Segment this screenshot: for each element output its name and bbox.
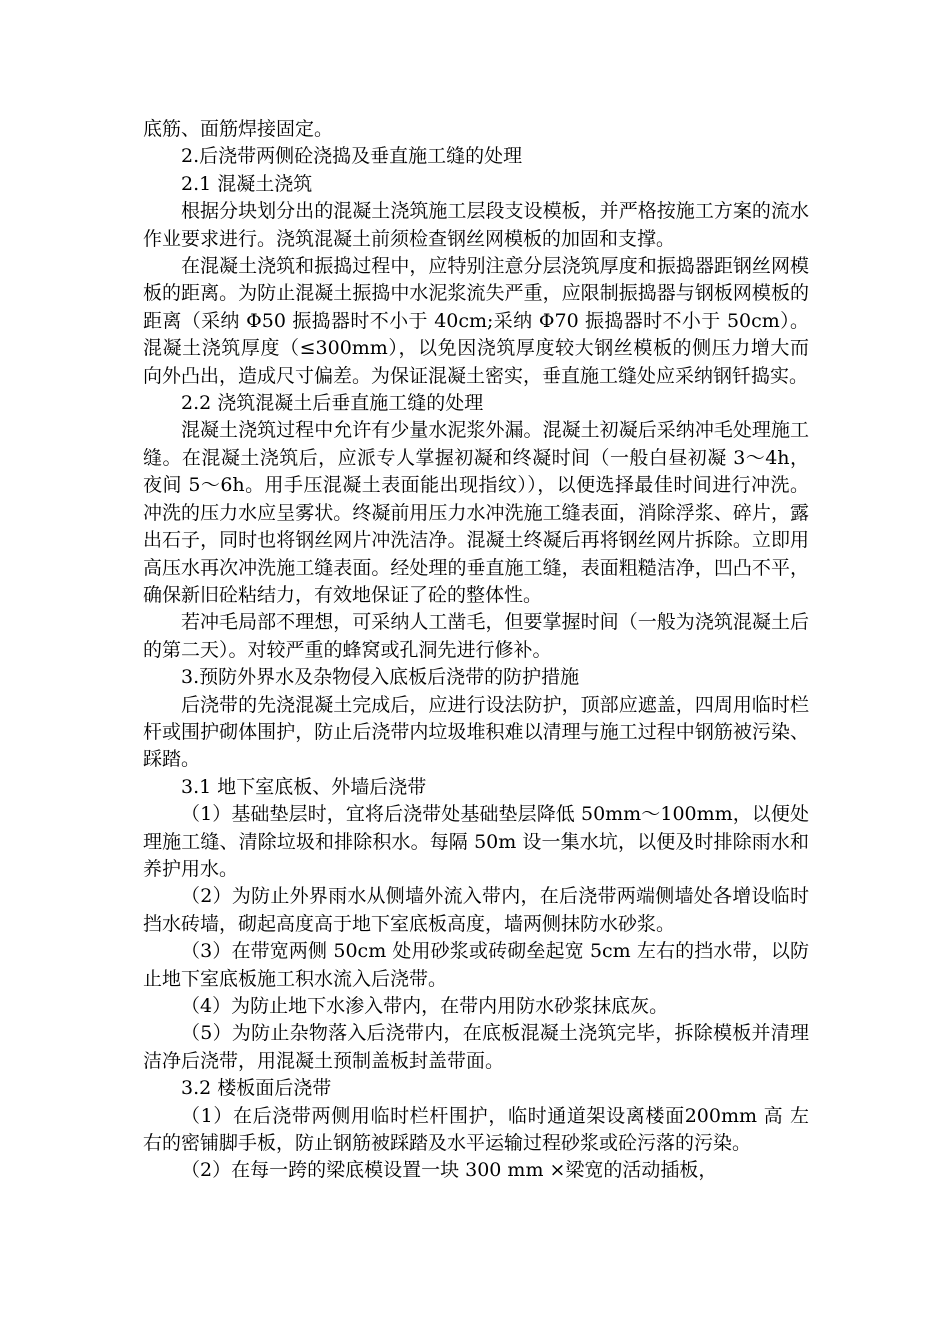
paragraph: 根据分块划分出的混凝土浇筑施工层段支设模板，并严格按施工方案的流水作业要求进行。浇筑混凝土前须检查钢丝网模板的加固和支撑。 bbox=[143, 200, 809, 250]
list-item: （1）基础垫层时，宜将后浇带处基础垫层降低 50mm～100mm，以便处理施工缝、清除垃圾和排除积水。每隔 50m 设一集水坑，以便及时排除雨水和养护用水。 bbox=[143, 803, 809, 880]
paragraph-continuation: 底筋、面筋焊接固定。 bbox=[143, 118, 334, 140]
paragraph: 若冲毛局部不理想，可采纳人工凿毛，但要掌握时间（一般为浇筑混凝土后的第二天）。对较严重的蜂窝或孔洞先进行修补。 bbox=[143, 611, 809, 661]
list-item: （4）为防止地下水渗入带内，在带内用防水砂浆抹底灰。 bbox=[181, 995, 669, 1017]
section-heading-3: 3.预防外界水及杂物侵入底板后浇带的防护措施 bbox=[181, 666, 580, 689]
subsection-heading-3-1: 3.1 地下室底板、外墙后浇带 bbox=[181, 775, 427, 798]
list-item: （2）为防止外界雨水从侧墙外流入带内，在后浇带两端侧墙处各增设临时挡水砖墙，砌起高度高于地下室底板高度，墙两侧抹防水砂浆。 bbox=[143, 885, 809, 935]
list-item: （2）在每一跨的梁底模设置一块 300 mm ×梁宽的活动插板， bbox=[181, 1159, 718, 1182]
list-item: （3）在带宽两侧 50cm 处用砂浆或砖砌垒起宽 5cm 左右的挡水带，以防止地下室底板施工积水流入后浇带。 bbox=[143, 940, 809, 990]
subsection-heading-2-1: 2.1 混凝土浇筑 bbox=[181, 172, 313, 195]
document-page bbox=[143, 116, 809, 1185]
paragraph: 混凝土浇筑过程中允许有少量水泥浆外漏。混凝土初凝后采纳冲毛处理施工缝。在混凝土浇筑后，应派专人掌握初凝和终凝时间（一般白昼初凝 3～4h，夜间 5～6h。用手压混凝土表面能出现指纹）），以便选择最佳时间进行冲洗。冲洗的压力水应呈雾状。终凝前用压力水冲洗施工缝表面，消除浮浆、碎片，露出石子，同时也将钢丝网片冲洗洁净。混凝土终凝后再将钢丝网片拆除。立即用高压水再次冲洗施工缝表面。经处理的垂直施工缝，表面粗糙洁净，凹凸不平，确保新旧砼粘结力，有效地保证了砼的整体性。 bbox=[143, 419, 809, 606]
paragraph: 后浇带的先浇混凝土完成后，应进行设法防护，顶部应遮盖，四周用临时栏杆或围护砌体围护，防止后浇带内垃圾堆积难以清理与施工过程中钢筋被污染、踩踏。 bbox=[143, 693, 809, 771]
list-item: （1）在后浇带两侧用临时栏杆围护，临时通道架设离楼面200mm 高 左右的密铺脚手板，防止钢筋被踩踏及水平运输过程砂浆或砼污落的污染。 bbox=[143, 1104, 809, 1155]
subsection-heading-3-2: 3.2 楼板面后浇带 bbox=[181, 1077, 332, 1100]
section-heading-2: 2.后浇带两侧砼浇捣及垂直施工缝的处理 bbox=[181, 145, 523, 168]
paragraph: 在混凝土浇筑和振捣过程中，应特别注意分层浇筑厚度和振捣器距钢丝网模板的距离。为防止混凝土振捣中水泥浆流失严重，应限制振捣器与钢板网模板的距离（采纳 Φ50 振捣器时不小于 40cm;采纳 Φ70 振捣器时不小于 50cm）。混凝土浇筑厚度（≤300mm），以免因浇筑厚度较大钢丝模板的侧压力增大而向外凸出，造成尺寸偏差。为保证混凝土密实，垂直施工缝处应采纳钢钎捣实。 bbox=[143, 255, 809, 387]
list-item: （5）为防止杂物落入后浇带内，在底板混凝土浇筑完毕，拆除模板并清理洁净后浇带，用混凝土预制盖板封盖带面。 bbox=[143, 1022, 809, 1072]
subsection-heading-2-2: 2.2 浇筑混凝土后垂直施工缝的处理 bbox=[181, 392, 484, 415]
